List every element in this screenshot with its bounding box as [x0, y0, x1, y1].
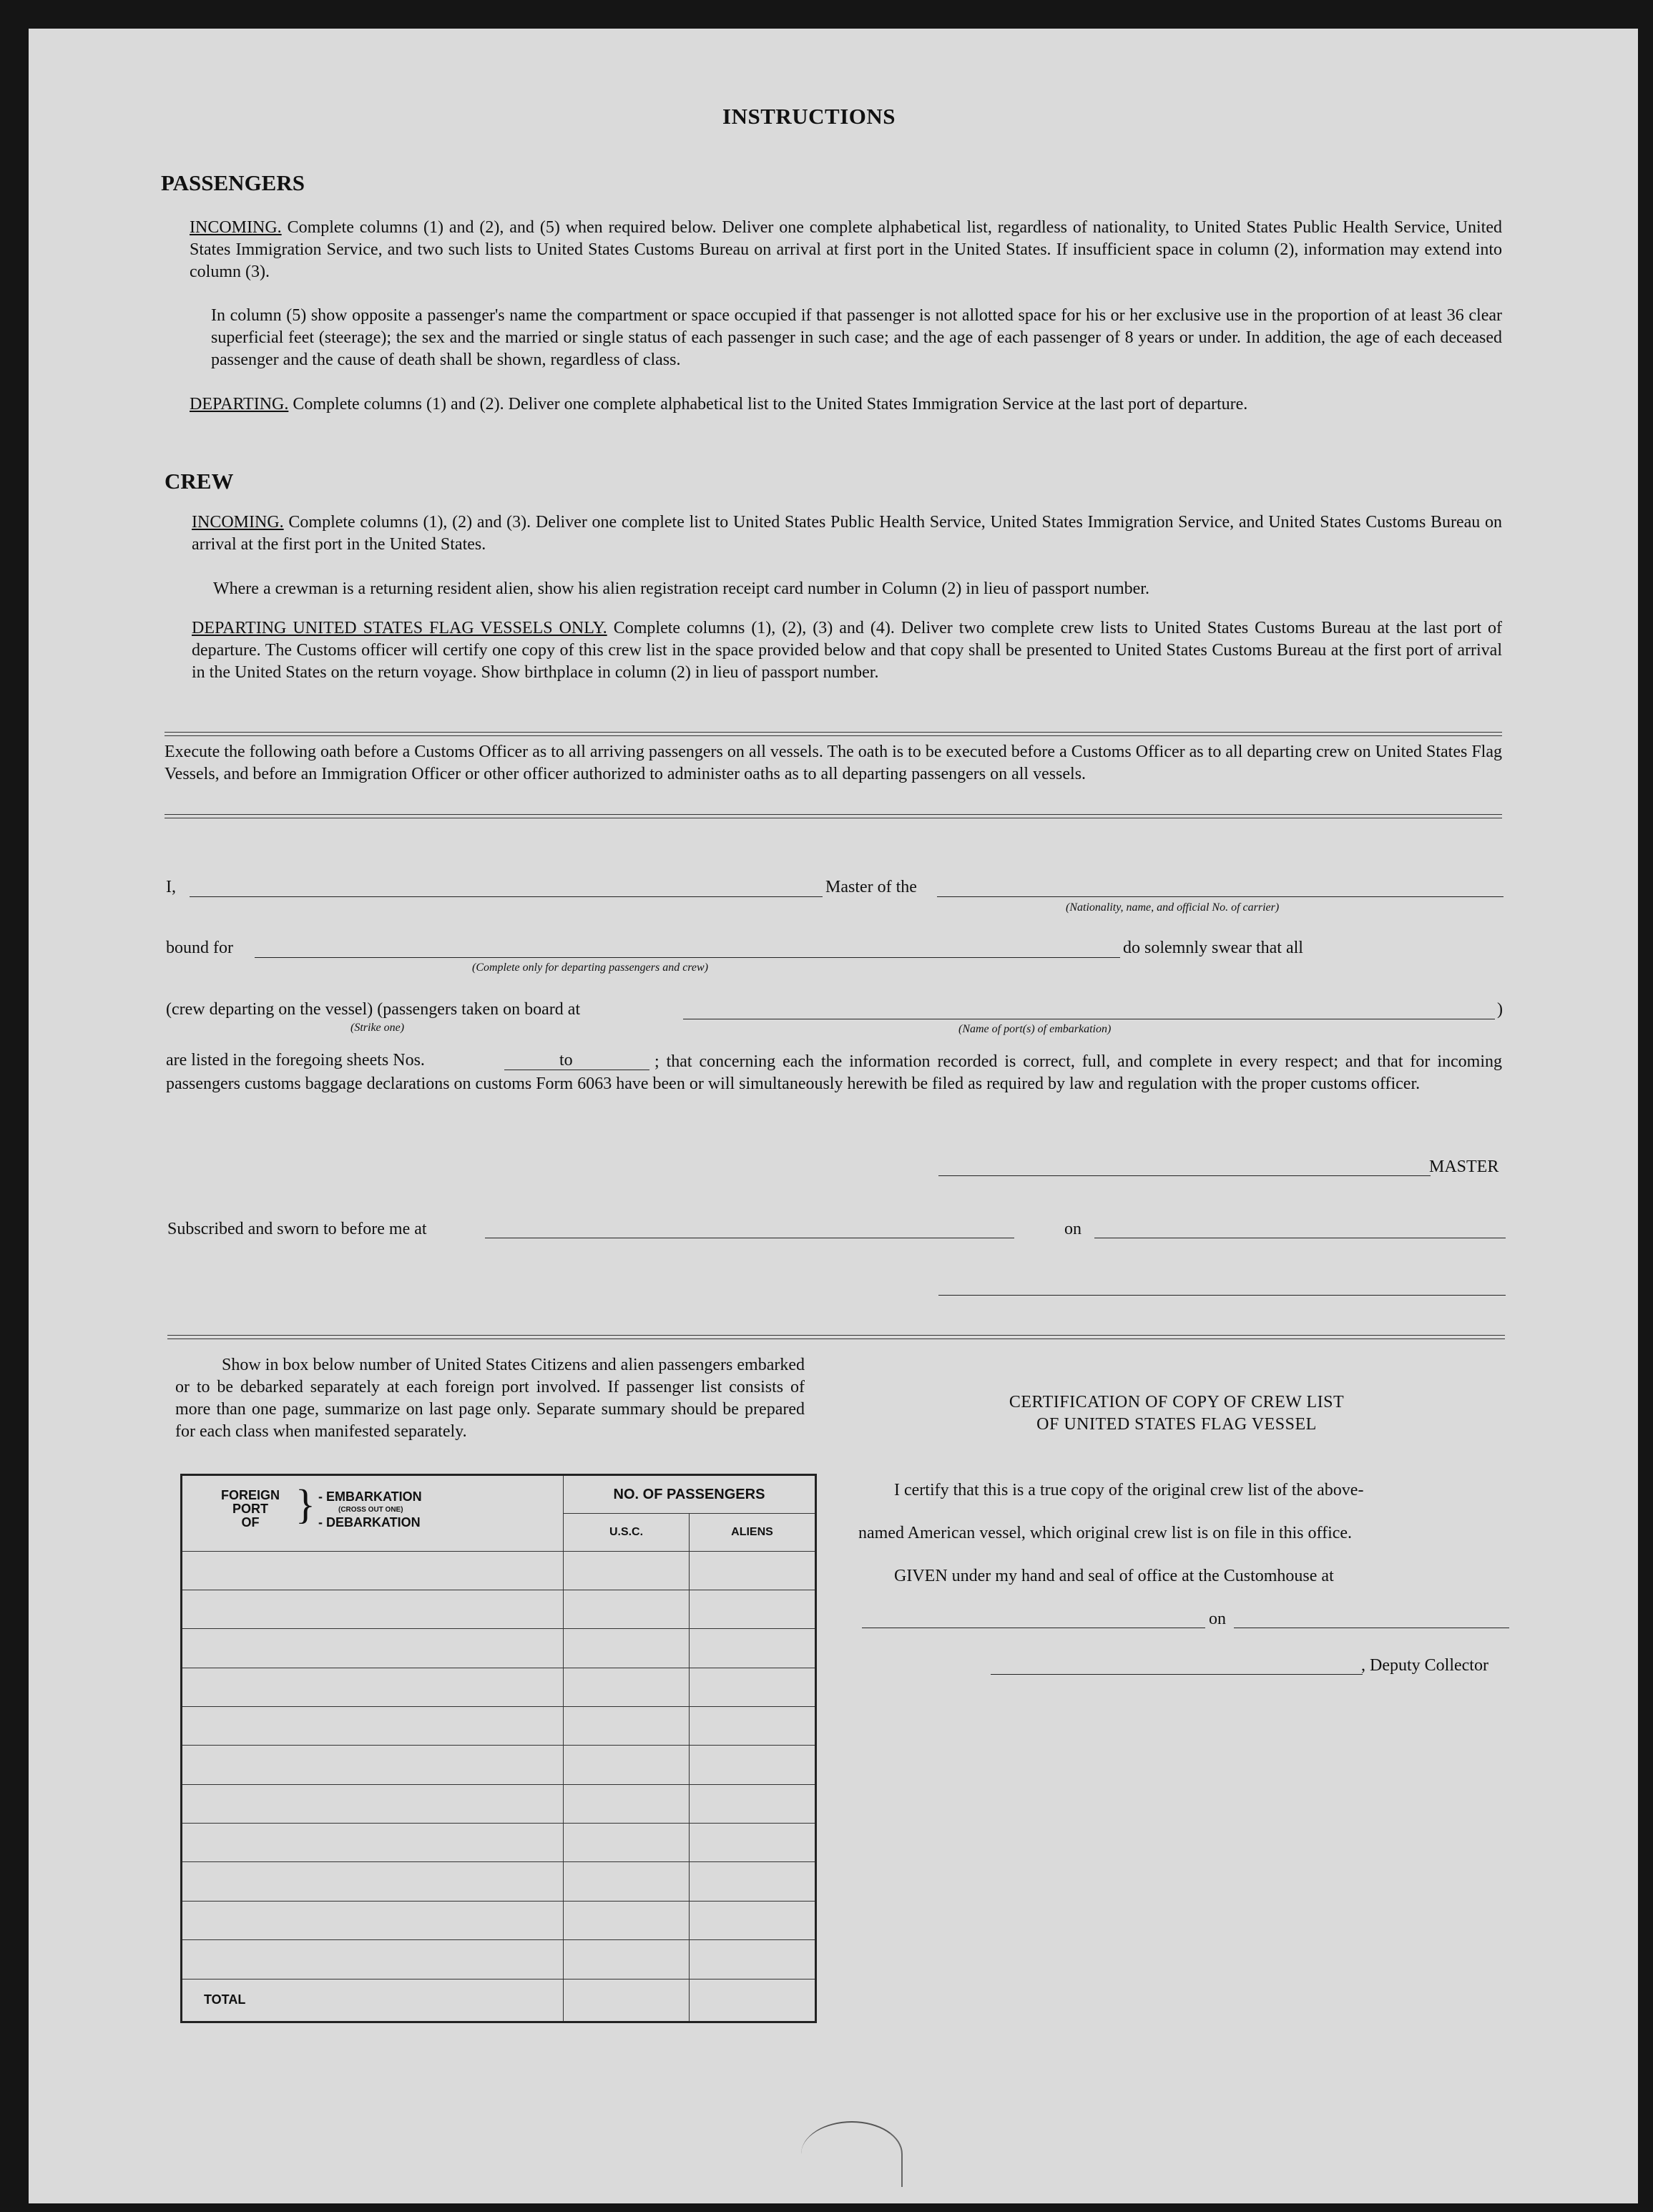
- of-label: OF: [241, 1515, 260, 1530]
- passengers-departing-text: Complete columns (1) and (2). Deliver one complete alphabetical list to the United States Immigration Service at the last port of departure.: [293, 395, 1248, 413]
- certify-text-line2: named American vessel, which original crew list is on file in this office.: [858, 1524, 1353, 1542]
- form-page: [29, 29, 1638, 2203]
- summary-row: [182, 1862, 816, 1901]
- carrier-field[interactable]: [937, 896, 1504, 897]
- aliens-cell[interactable]: [690, 1629, 816, 1668]
- total-aliens-cell[interactable]: [690, 1979, 816, 2022]
- aliens-cell[interactable]: [690, 1707, 816, 1746]
- foreign-port-of-label: [211, 1489, 290, 1530]
- passengers-incoming-text: Complete columns (1) and (2), and (5) when required below. Deliver one complete alphabetical list, regardless of nationality, to United States Public Health Service, United States Immigration Service, and two such lists to United States Customs Bureau on arrival at first port in the United States. If insufficient space in column (2), information may extend into column (3).: [190, 218, 1502, 281]
- master-label: MASTER: [1429, 1158, 1499, 1176]
- summary-instructions: Show in box below number of United States Citizens and alien passengers embarked or to be debarked separately at each foreign port involved. If passenger list consists of more than one page, summarize on last page only. Separate summary should be prepared for each class when manifested separately.: [175, 1356, 805, 1441]
- passengers-incoming-paragraph: [190, 217, 1502, 283]
- brace-icon: }: [295, 1481, 315, 1527]
- summary-row: [182, 1707, 816, 1746]
- port-cell[interactable]: [182, 1862, 564, 1901]
- aliens-cell[interactable]: [690, 1901, 816, 1939]
- aliens-cell[interactable]: [690, 1824, 816, 1862]
- total-label: TOTAL: [182, 1979, 564, 2022]
- crew-resident-paragraph: Where a crewman is a returning resident alien, show his alien registration receipt card number in Column (2) in lieu of passport number.: [213, 579, 1149, 598]
- port-cell[interactable]: [182, 1746, 564, 1784]
- passengers-column5-paragraph: In column (5) show opposite a passenger's name the compartment or space occupied if that passenger is not allotted space for his or her exclusive use in the proportion of at least 36 clear superficial feet (steerage); the sex and the married or single status of each passenger in such case; and the age of each passenger of 8 years or under. In addition, the age of each deceased passenger and the cause of death shall be shown, regardless of class.: [211, 306, 1502, 369]
- certify-text-line1: I certify that this is a true copy of the original crew list of the above-: [894, 1481, 1364, 1499]
- master-name-field[interactable]: [190, 896, 848, 897]
- certification-on-label: on: [1209, 1610, 1226, 1628]
- sheets-prefix: are listed in the foregoing sheets Nos.: [166, 1051, 425, 1070]
- usc-cell[interactable]: [564, 1862, 690, 1901]
- summary-row: [182, 1901, 816, 1939]
- no-of-passengers-header: NO. OF PASSENGERS: [564, 1475, 816, 1514]
- summary-row: [182, 1824, 816, 1862]
- port-cell[interactable]: [182, 1901, 564, 1939]
- strike-one-caption: (Strike one): [350, 1022, 405, 1034]
- port-cell[interactable]: [182, 1784, 564, 1823]
- certification-title-line1: CERTIFICATION OF COPY OF CREW LIST: [1009, 1393, 1345, 1411]
- port-cell[interactable]: [182, 1668, 564, 1706]
- section-divider: [167, 1335, 1505, 1339]
- given-text: GIVEN under my hand and seal of office at the Customhouse at: [894, 1567, 1334, 1585]
- usc-cell[interactable]: [564, 1590, 690, 1629]
- usc-cell[interactable]: [564, 1668, 690, 1706]
- certification-title-line2: OF UNITED STATES FLAG VESSEL: [1036, 1415, 1317, 1434]
- section-divider: [165, 732, 1502, 736]
- close-paren: ): [1497, 1000, 1503, 1019]
- summary-row: [182, 1746, 816, 1784]
- bound-for-label: bound for: [166, 939, 233, 957]
- passengers-departing-paragraph: [190, 393, 1502, 416]
- crew-departing-label: DEPARTING UNITED STATES FLAG VESSELS ONLY.: [192, 619, 607, 637]
- total-row: [182, 1979, 816, 2022]
- page-title: INSTRUCTIONS: [722, 104, 896, 129]
- passengers-heading: PASSENGERS: [161, 170, 305, 195]
- passenger-summary-table: [180, 1474, 817, 2023]
- ports-caption: (Name of port(s) of embarkation): [958, 1023, 1112, 1035]
- usc-cell[interactable]: [564, 1901, 690, 1939]
- usc-cell[interactable]: [564, 1784, 690, 1823]
- usc-cell[interactable]: [564, 1629, 690, 1668]
- sheets-suffix: ; that concerning each the information recorded is correct, full, and complete in every respect; and that for incoming passengers customs baggage declarations on customs Form 6063 have been or will simultaneously herewith be filed as required by law and regulation with the proper customs officer.: [166, 1052, 1502, 1093]
- aliens-cell[interactable]: [690, 1862, 816, 1901]
- section-divider: [165, 814, 1502, 818]
- paper-curl-mark: [801, 2121, 903, 2187]
- deputy-collector-signature-field[interactable]: [991, 1674, 1363, 1675]
- usc-cell[interactable]: [564, 1940, 690, 1979]
- summary-row: [182, 1940, 816, 1979]
- bound-for-field[interactable]: [255, 957, 1120, 958]
- crew-heading: CREW: [165, 469, 234, 494]
- aliens-cell[interactable]: [690, 1784, 816, 1823]
- crew-passengers-label: (crew departing on the vessel) (passengers taken on board at: [166, 1000, 581, 1019]
- usc-cell[interactable]: [564, 1746, 690, 1784]
- aliens-cell[interactable]: [690, 1590, 816, 1629]
- usc-cell[interactable]: [564, 1824, 690, 1862]
- summary-row: [182, 1590, 816, 1629]
- port-cell[interactable]: [182, 1707, 564, 1746]
- port-cell[interactable]: [182, 1590, 564, 1629]
- foreign-label: FOREIGN: [220, 1488, 280, 1502]
- crew-departing-paragraph: [192, 617, 1502, 684]
- port-cell[interactable]: [182, 1940, 564, 1979]
- port-cell[interactable]: [182, 1824, 564, 1862]
- debarkation-option[interactable]: - DEBARKATION: [318, 1515, 421, 1530]
- summary-row: [182, 1551, 816, 1590]
- usc-cell[interactable]: [564, 1551, 690, 1590]
- crew-incoming-label: INCOMING.: [192, 513, 284, 532]
- crew-incoming-paragraph: [192, 512, 1502, 556]
- crew-incoming-text: Complete columns (1), (2) and (3). Deliver one complete list to United States Public Health Service, United States Immigration Service, and United States Customs Bureau on arrival at the first port in the United States.: [192, 513, 1503, 554]
- passengers-departing-label: DEPARTING.: [190, 395, 289, 413]
- officer-signature-field[interactable]: [938, 1295, 1506, 1296]
- bound-caption: (Complete only for departing passengers and crew): [472, 961, 709, 974]
- summary-row: [182, 1668, 816, 1706]
- certification-title: [837, 1391, 1516, 1436]
- port-cell[interactable]: [182, 1629, 564, 1668]
- aliens-cell[interactable]: [690, 1668, 816, 1706]
- subscribed-label: Subscribed and sworn to before me at: [167, 1220, 427, 1238]
- aliens-cell[interactable]: [690, 1746, 816, 1784]
- master-of-the-label: Master of the: [823, 878, 920, 897]
- port-cell[interactable]: [182, 1551, 564, 1590]
- aliens-cell[interactable]: [690, 1940, 816, 1979]
- oath-intro: Execute the following oath before a Customs Officer as to all arriving passengers on all vessels. The oath is to be executed before a Customs Officer as to all departing crew on United States Flag Vessels, and before an Immigration Officer or other officer authorized to administer oaths as to all departing passengers on all vessels.: [165, 743, 1502, 783]
- cross-out-note: (CROSS OUT ONE): [338, 1506, 403, 1514]
- aliens-header: ALIENS: [690, 1514, 816, 1551]
- passengers-incoming-label: INCOMING.: [190, 218, 282, 237]
- carrier-caption: (Nationality, name, and official No. of carrier): [1066, 901, 1280, 914]
- swear-text: do solemnly swear that all: [1123, 939, 1303, 957]
- sworn-on-label: on: [1064, 1220, 1081, 1238]
- sheets-to-label: to: [559, 1051, 573, 1070]
- master-signature-field[interactable]: [938, 1175, 1431, 1176]
- summary-row: [182, 1629, 816, 1668]
- total-usc-cell[interactable]: [564, 1979, 690, 2022]
- aliens-cell[interactable]: [690, 1551, 816, 1590]
- deputy-collector-label: , Deputy Collector: [1361, 1656, 1488, 1675]
- port-header-cell: [182, 1475, 564, 1552]
- embarkation-option[interactable]: - EMBARKATION: [318, 1489, 422, 1504]
- crew-departing-text: Complete columns (1), (2), (3) and (4). Deliver two complete crew lists to United States Customs Bureau at the last port of departure. The Customs officer will certify one copy of this crew list in the space provided below and that copy shall be presented to United States Customs Bureau at the first port of arrival in the United States on the return voyage. Show birthplace in column (2) in lieu of passport number.: [192, 619, 1502, 682]
- usc-cell[interactable]: [564, 1707, 690, 1746]
- summary-row: [182, 1784, 816, 1823]
- oath-i-label: I,: [166, 878, 176, 896]
- usc-header: U.S.C.: [564, 1514, 690, 1551]
- port-label: PORT: [232, 1502, 268, 1516]
